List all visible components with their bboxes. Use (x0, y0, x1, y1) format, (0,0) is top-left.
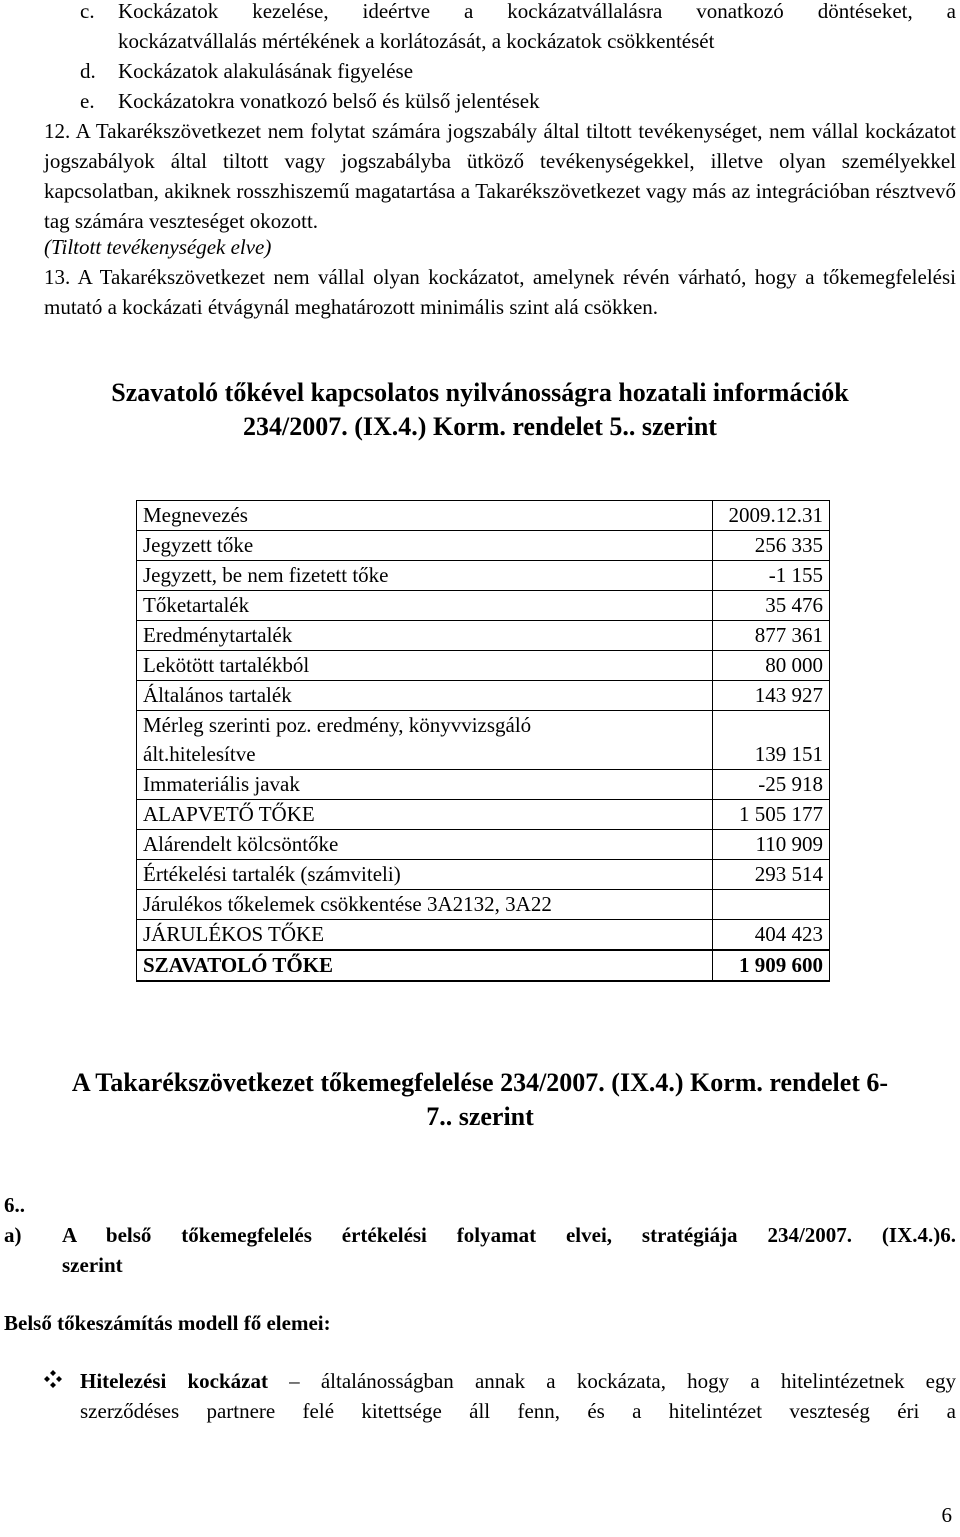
paragraph-number: 13. (44, 265, 71, 289)
table-row (137, 531, 830, 561)
table-cell-value: -1 155 (713, 561, 830, 591)
table-row (137, 800, 830, 830)
four-diamond-bullet-icon (44, 1370, 62, 1388)
bullet-line-2: szerződéses partnere felé kitettsége áll fenn, és a hitelintézet veszteség éri a (80, 1399, 956, 1423)
list-item-e (80, 86, 540, 116)
paragraph-12 (44, 116, 956, 236)
table-cell-label-line: ált.hitelesítve (143, 742, 256, 766)
table-row (137, 621, 830, 651)
section-6-number: 6.. (4, 1193, 25, 1217)
table-cell-label: Tőketartalék (137, 591, 713, 621)
table-cell-value: 139 151 (713, 711, 830, 770)
table-row (137, 830, 830, 860)
table-cell-value: 80 000 (713, 651, 830, 681)
list-item-c-continuation: kockázatvállalás mértékének a korlátozását, a kockázatok csökkentését (118, 29, 715, 53)
heading-line: 7.. szerint (426, 1102, 534, 1131)
table-cell-label: Értékelési tartalék (számviteli) (137, 860, 713, 890)
table-cell-value: 110 909 (713, 830, 830, 860)
heading-line: Szavatoló tőkével kapcsolatos nyilvánosságra hozatali információk (111, 378, 849, 407)
table-cell-label: Alárendelt kölcsöntőke (137, 830, 713, 860)
bullet-line-1 (80, 1366, 956, 1396)
table-cell-label: Jegyzett, be nem fizetett tőke (137, 561, 713, 591)
list-item-d (80, 56, 413, 86)
list-item-text: Kockázatok alakulásának figyelése (118, 59, 414, 83)
paragraph-text: A Takarékszövetkezet nem folytat számára jogszabály által tiltott tevékenységet, nem vállal kockázatot jogszabályok által tiltott vagy jogszabályba ütköző tevékenységekkel, illetve olyan személyekkel kapcsolatban, akiknek rosszhiszemű magatartása a Takarékszövetkezet vagy más az integrációban résztvevő tag számára veszteséget okozott. (44, 119, 956, 233)
capital-table (136, 500, 830, 982)
table-cell-label: Megnevezés (137, 501, 713, 531)
table-cell-value: 256 335 (713, 531, 830, 561)
table-cell-label (137, 711, 713, 770)
paragraph-text: A Takarékszövetkezet nem vállal olyan kockázatot, amelynek révén várható, hogy a tőkemegfelelési mutató a kockázati étvágynál meghatározott minimális szint alá csökken. (44, 265, 956, 319)
table-row (137, 860, 830, 890)
table-row (137, 591, 830, 621)
table-cell-label: Eredménytartalék (137, 621, 713, 651)
table-cell-value: 143 927 (713, 681, 830, 711)
table-cell-label-line: Mérleg szerinti poz. eredmény, könyvvizsgáló (143, 713, 532, 737)
bullet-text: – általánosságban annak a kockázata, hogy a hitelintézetnek egy (267, 1369, 956, 1393)
table-header-row (137, 501, 830, 531)
table-cell-label: Immateriális javak (137, 770, 713, 800)
table-row (137, 890, 830, 920)
table-cell-label: Jegyzett tőke (137, 531, 713, 561)
table-cell-value: 877 361 (713, 621, 830, 651)
table-cell-value: 1 909 600 (713, 950, 830, 981)
list-item-letter: c. (80, 0, 95, 23)
table-cell-label: JÁRULÉKOS TŐKE (137, 920, 713, 951)
list-item-letter: e. (80, 89, 95, 113)
table-cell-label: SZAVATOLÓ TŐKE (137, 950, 713, 981)
table-row (137, 651, 830, 681)
table-row (137, 681, 830, 711)
page-number: 6 (941, 1503, 952, 1527)
list-item-text: Kockázatok kezelése, ideértve a kockázatvállalásra vonatkozó döntéseket, a (118, 0, 956, 23)
table-row (137, 711, 830, 770)
table-cell-label: ALAPVETŐ TŐKE (137, 800, 713, 830)
table-cell-value (713, 890, 830, 920)
table-cell-value: 35 476 (713, 591, 830, 621)
table-cell-value: 2009.12.31 (713, 501, 830, 531)
list-item-letter: d. (80, 59, 96, 83)
heading-line: A Takarékszövetkezet tőkemegfelelése 234/2007. (IX.4.) Korm. rendelet 6- (71, 1068, 889, 1097)
table-cell-value: 1 505 177 (713, 800, 830, 830)
table-row (137, 561, 830, 591)
paragraph-number: 12. (44, 119, 71, 143)
heading-line: 234/2007. (IX.4.) Korm. rendelet 5.. szerint (243, 412, 717, 441)
table-cell-value: 404 423 (713, 920, 830, 951)
model-elements-subheading: Belső tőkeszámítás modell fő elemei: (4, 1311, 331, 1335)
table-cell-label: Általános tartalék (137, 681, 713, 711)
paragraph-12-note: (Tiltott tevékenységek elve) (44, 235, 272, 259)
list-item-c (80, 0, 956, 26)
table-cell-value: -25 918 (713, 770, 830, 800)
section-6a-text: A belső tőkemegfelelés értékelési folyamat elvei, stratégiája 234/2007. (IX.4.)6. (62, 1223, 956, 1247)
table-row (137, 950, 830, 981)
table-row (137, 920, 830, 951)
section-6a-letter: a) (4, 1223, 22, 1247)
bullet-term: Hitelezési kockázat (80, 1369, 268, 1393)
table-cell-label: Lekötött tartalékból (137, 651, 713, 681)
table-row (137, 770, 830, 800)
list-item-text: Kockázatokra vonatkozó belső és külső jelentések (118, 89, 540, 113)
table-cell-value: 293 514 (713, 860, 830, 890)
section-heading-capital (0, 376, 960, 444)
table-cell-label: Járulékos tőkelemek csökkentése 3A2132, 3A22 (137, 890, 713, 920)
section-6a-text-continuation: szerint (62, 1253, 123, 1277)
paragraph-13 (44, 262, 956, 322)
section-heading-adequacy (0, 1066, 960, 1134)
